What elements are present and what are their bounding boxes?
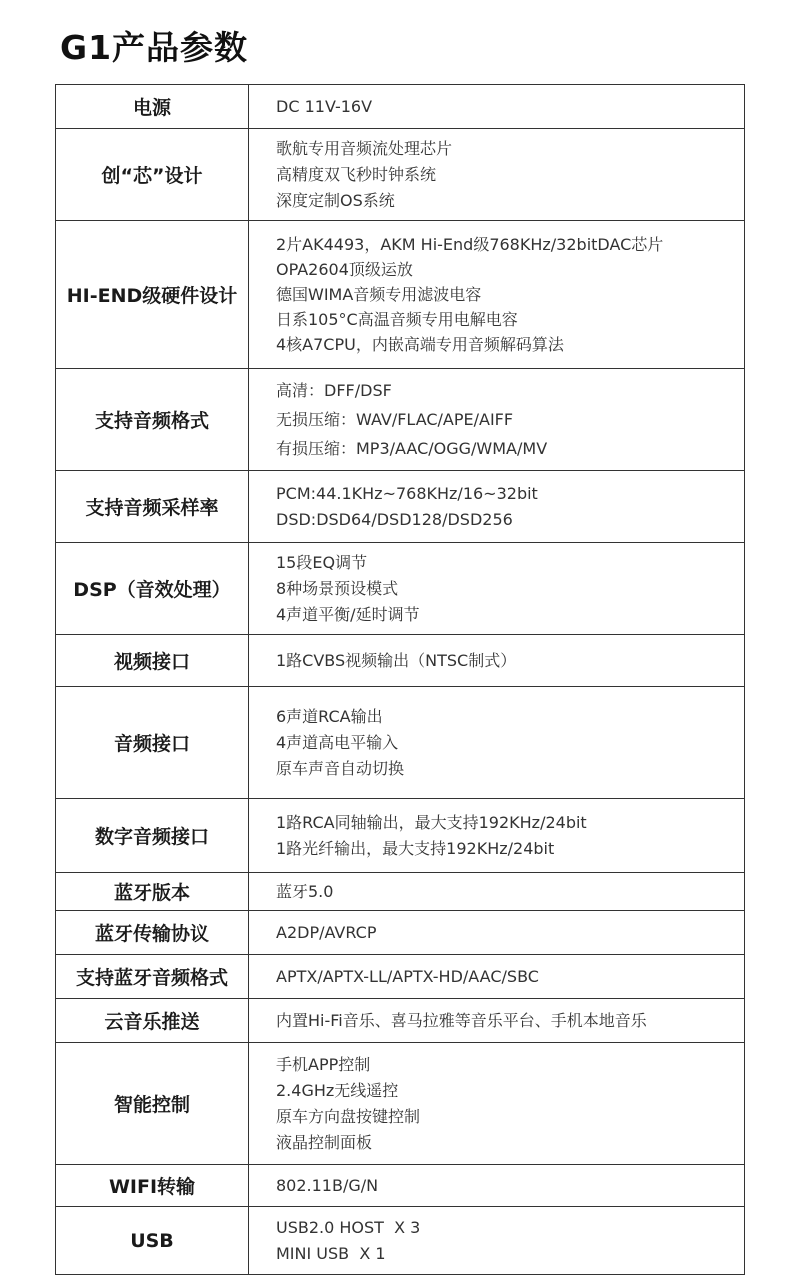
value-line: 德国WIMA音频专用滤波电容 [276, 285, 482, 304]
value-line: 15段EQ调节 [276, 552, 368, 572]
row-value [249, 1165, 745, 1207]
value-line: 2.4GHz无线遥控 [276, 1080, 399, 1100]
table-row [56, 471, 745, 543]
table-row [56, 129, 745, 221]
value-line: 4声道高电平输入 [276, 732, 399, 752]
table-row [56, 687, 745, 799]
value-line: 2片AK4493，AKM Hi-End级768KHz/32bitDAC芯片 [276, 235, 664, 254]
table-row [56, 955, 745, 999]
row-value [249, 471, 745, 543]
row-value [249, 221, 745, 369]
row-value [249, 999, 745, 1043]
table-row [56, 1165, 745, 1207]
value-line: PCM:44.1KHz~768KHz/16~32bit [276, 483, 538, 503]
row-label: 云音乐推送 [56, 999, 249, 1043]
row-label: 电源 [56, 85, 249, 129]
row-value [249, 1043, 745, 1165]
table-row [56, 543, 745, 635]
spec-table [55, 84, 745, 1275]
table-row [56, 85, 745, 129]
table-row [56, 369, 745, 471]
value-line: 蓝牙5.0 [276, 881, 334, 901]
row-value [249, 873, 745, 911]
value-line: 4声道平衡/延时调节 [276, 604, 420, 624]
value-line: 有损压缩：MP3/AAC/OGG/WMA/MV [276, 439, 548, 458]
value-line: 原车方向盘按键控制 [276, 1106, 421, 1126]
row-label: 蓝牙传输协议 [56, 911, 249, 955]
value-line: 歌航专用音频流处理芯片 [276, 138, 453, 158]
row-label: 蓝牙版本 [56, 873, 249, 911]
value-line: A2DP/AVRCP [276, 922, 377, 942]
row-label: 数字音频接口 [56, 799, 249, 873]
row-value [249, 369, 745, 471]
value-line: 高精度双飞秒时钟系统 [276, 164, 437, 184]
value-line: 无损压缩：WAV/FLAC/APE/AIFF [276, 410, 514, 429]
value-line: DC 11V-16V [276, 96, 373, 116]
row-label: WIFI转输 [56, 1165, 249, 1207]
value-line: 高清：DFF/DSF [276, 381, 392, 400]
row-label: 支持音频采样率 [56, 471, 249, 543]
table-row [56, 799, 745, 873]
value-line: USB2.0 HOST X 3 [276, 1217, 421, 1237]
value-line: 802.11B/G/N [276, 1175, 379, 1195]
value-line: 1路光纤输出，最大支持192KHz/24bit [276, 838, 555, 858]
value-line: OPA2604顶级运放 [276, 260, 413, 279]
value-line: 内置Hi-Fi音乐、喜马拉雅等音乐平台、手机本地音乐 [276, 1010, 647, 1030]
page-title: G1产品参数 [60, 28, 249, 67]
value-line: 日系105°C高温音频专用电解电容 [276, 310, 518, 329]
value-line: MINI USB X 1 [276, 1243, 386, 1263]
value-line: DSD:DSD64/DSD128/DSD256 [276, 509, 513, 529]
row-label: USB [56, 1207, 249, 1275]
table-row [56, 1043, 745, 1165]
value-line: 原车声音自动切换 [276, 758, 405, 778]
table-row [56, 873, 745, 911]
row-value [249, 1207, 745, 1275]
row-value [249, 799, 745, 873]
row-value [249, 955, 745, 999]
row-value [249, 687, 745, 799]
value-line: 6声道RCA输出 [276, 706, 383, 726]
row-value [249, 543, 745, 635]
row-value [249, 85, 745, 129]
value-line: 1路CVBS视频输出（NTSC制式） [276, 650, 517, 670]
table-row [56, 635, 745, 687]
row-label: HI-END级硬件设计 [56, 221, 249, 369]
table-row [56, 1207, 745, 1275]
table-row [56, 999, 745, 1043]
value-line: 液晶控制面板 [276, 1132, 373, 1152]
value-line: 手机APP控制 [276, 1054, 371, 1074]
row-label: 视频接口 [56, 635, 249, 687]
table-row [56, 911, 745, 955]
value-line: 深度定制OS系统 [276, 190, 395, 210]
row-label: 支持蓝牙音频格式 [56, 955, 249, 999]
value-line: 8种场景预设模式 [276, 578, 399, 598]
table-row [56, 221, 745, 369]
row-label: 音频接口 [56, 687, 249, 799]
row-label: DSP（音效处理） [56, 543, 249, 635]
row-label: 支持音频格式 [56, 369, 249, 471]
value-line: APTX/APTX-LL/APTX-HD/AAC/SBC [276, 966, 539, 986]
row-value [249, 911, 745, 955]
row-value [249, 635, 745, 687]
value-line: 4核A7CPU，内嵌高端专用音频解码算法 [276, 335, 564, 354]
value-line: 1路RCA同轴输出，最大支持192KHz/24bit [276, 812, 587, 832]
row-label: 创“芯”设计 [56, 129, 249, 221]
row-value [249, 129, 745, 221]
row-label: 智能控制 [56, 1043, 249, 1165]
